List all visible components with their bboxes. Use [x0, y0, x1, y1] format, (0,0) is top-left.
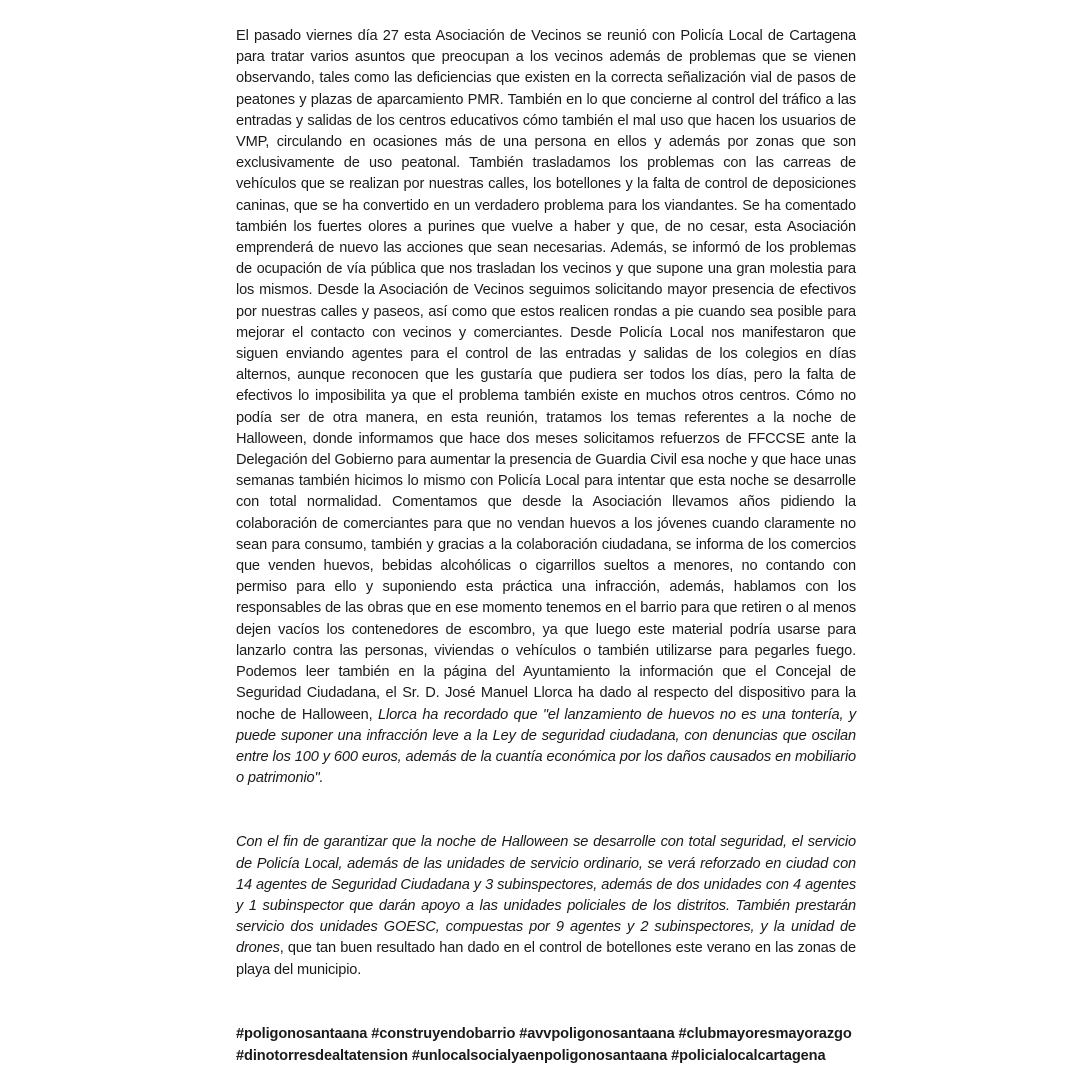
hashtag-line	[236, 1023, 856, 1045]
quoted-deployment-text: Con el fin de garantizar que la noche de Halloween se desarrolle con total seguridad, el servicio de Policía Local, además de las unidades de servicio ordinario, se verá reforzado en ciudad con 14 agentes de Seguridad Ciudadana y 3 subinspectores, además de dos unidades con 4 agentes y 1 subinspector que darán apoyo a las unidades policiales de los distritos. También prestarán servicio dos unidades GOESC, compuestas por 9 agentes y 2 subinspectores, y la unidad de drones	[236, 834, 856, 957]
hashtag-block	[236, 1023, 856, 1067]
hashtag-text: #dinotorresdealtatension #unlocalsocialyaenpoligonosantaana #policialocalcartagena	[236, 1047, 826, 1064]
article-body	[236, 26, 856, 1067]
quoted-statement: Llorca ha recordado que "el lanzamiento de huevos no es una tontería, y puede suponer una infracción leve a la Ley de seguridad ciudadana, con denuncias que oscilan entre los 100 y 600 euros, además de la cuantía económica por los daños causados en mobiliario o patrimonio".	[236, 706, 856, 787]
hashtag-line	[236, 1045, 856, 1067]
paragraph-halloween-deployment	[236, 832, 856, 980]
hashtag-text: #poligonosantaana #construyendobarrio #avvpoligonosantaana #clubmayoresmayorazgo	[236, 1025, 852, 1042]
paragraph-text: El pasado viernes día 27 esta Asociación de Vecinos se reunió con Policía Local de Cartagena para tratar varios asuntos que preocupan a los vecinos además de problemas que se vienen observando, tales como las deficiencias que existen en la correcta señalización vial de pasos de peatones y plazas de aparcamiento PMR. También en lo que concierne al control del tráfico a las entradas y salidas de los centros educativos cómo también el mal uso que hacen los usuarios de VMP, circulando en ocasiones más de una persona en ellos y además por zonas que son exclusivamente de uso peatonal. También trasladamos los problemas con las carreas de vehículos que se realizan por nuestras calles, los botellones y la falta de control de deposiciones caninas, que se ha convertido en un verdadero problema para los viandantes. Se ha comentado también los fuertes olores a purines que vuelve a haber y que, de no cesar, esta Asociación emprenderá de nuevo las acciones que sean necesarias. Además, se informó de los problemas de ocupación de vía pública que nos trasladan los vecinos y que supone una gran molestia para los mismos. Desde la Asociación de Vecinos seguimos solicitando mayor presencia de efectivos por nuestras calles y paseos, así como que estos realicen rondas a pie cuando sea posible para mejorar el contacto con vecinos y comerciantes. Desde Policía Local nos manifestaron que siguen enviando agentes para el control de las entradas y salidas de los colegios en días alternos, aunque reconocen que les gustaría que pudiera ser todos los días, pero la falta de efectivos lo imposibilita ya que el problema también existe en muchos otros centros. Cómo no podía ser de otra manera, en esta reunión, tratamos los temas referentes a la noche de Halloween, donde informamos que hace dos meses solicitamos refuerzos de FFCCSE ante la Delegación del Gobierno para aumentar la presencia de Guardia Civil esa noche y que hace unas semanas también hicimos lo mismo con Policía Local para intentar que esta noche se desarrolle con total normalidad. Comentamos que desde la Asociación llevamos años pidiendo la colaboración de comerciantes para que no vendan huevos a los jóvenes cuando claramente no sean para consumo, también y gracias a la colaboración ciudadana, se informa de los comercios que venden huevos, bebidas alcohólicas o cigarrillos sueltos a menores, no contando con permiso para ello y suponiendo esta práctica una infracción, además, hablamos con los responsables de las obras que en ese momento tenemos en el barrio para que retiren o al menos dejen vacíos los contenedores de escombro, ya que luego este material podría usarse para lanzarlo contra las personas, viviendas o vehículos o también utilizarse para pegarles fuego. Podemos leer también en la página del Ayuntamiento la información que el Concejal de Seguridad Ciudadana, el Sr. D. José Manuel Llorca ha dado al respecto del dispositivo para la noche de Halloween,	[236, 28, 856, 723]
paragraph-text-tail: , que tan buen resultado han dado en el control de botellones este verano en las zonas de playa del municipio.	[236, 940, 856, 978]
paragraph-meeting-report	[236, 26, 856, 789]
